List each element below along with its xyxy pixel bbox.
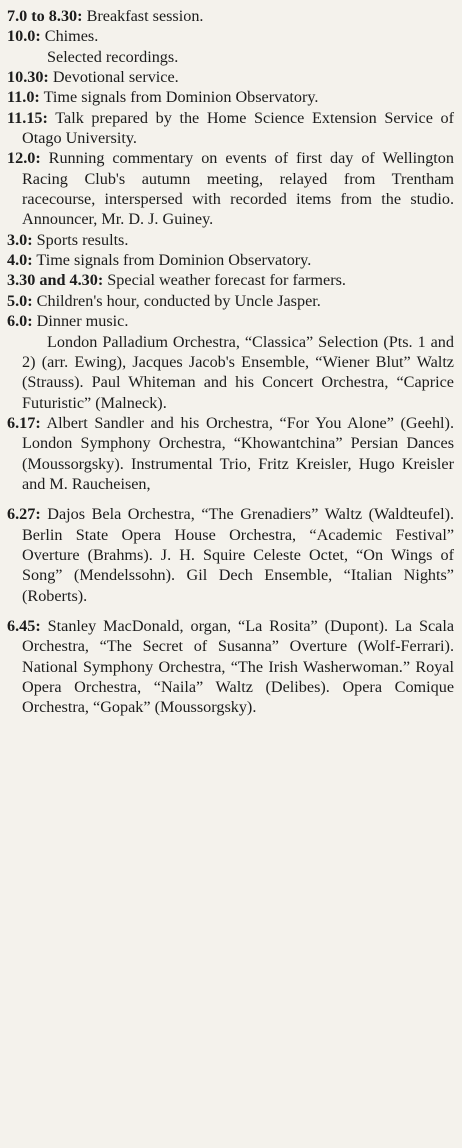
entry-text: Albert Sandler and his Orchestra, “For You Alone” (Geehl). London Symphony Orchestra, “Khowantchina” Persian Dances (Moussorgsky). Instrumental Trio, Fritz Kreisler, Hugo Kreisler and M. Raucheisen, [22,413,454,493]
programme-entry [7,148,454,229]
entry-time: 6.0: [7,312,33,331]
entry-time: 3.0: [7,230,33,249]
entry-time: 12.0: [7,149,41,168]
programme-entry [7,291,454,311]
entry-time: 10.0: [7,27,41,46]
entry-text: Dajos Bela Orchestra, “The Grenadiers” Waltz (Waldteufel). Berlin State Opera House Orchestra, “Academic Festival” Overture (Brahms). J. H. Squire Celeste Octet, “On Wings of Song” (Mendelssohn). Gil Dech Ensemble, “Italian Nights” (Roberts). [22,505,455,605]
entry-time: 10.30: [7,68,49,87]
entry-text: Talk prepared by the Home Science Extension Service of Otago University. [22,108,454,148]
programme-entry [7,311,454,331]
programme-entry [7,108,454,149]
programme-entry [7,230,454,250]
entry-text: Running commentary on events of first day of Wellington Racing Club's autumn meeting, relayed from Trentham racecourse, interspersed with recorded items from the studio. Announcer, Mr. D. J. Guiney. [22,149,454,229]
entry-text: Dinner music. [36,312,129,331]
entry-time: 6.17: [7,413,41,432]
entry-text: Time signals from Dominion Observatory. [36,251,312,270]
programme-entry [7,26,454,46]
entry-text: Time signals from Dominion Observatory. [43,88,319,107]
programme-entry [7,270,454,290]
entry-time: 6.27: [7,505,41,524]
entry-time: 5.0: [7,291,33,310]
programme-entry [7,6,454,26]
entry-text: Special weather forecast for farmers. [107,271,346,290]
programme-entry [7,504,454,606]
entry-time: 6.45: [7,616,41,635]
programme-entry [7,250,454,270]
entry-time: 4.0: [7,251,33,270]
entry-text: Children's hour, conducted by Uncle Jasper. [36,291,321,310]
programme-entry [7,67,454,87]
programme-entry [7,87,454,107]
entry-subtext: London Palladium Orchestra, “Classica” Selection (Pts. 1 and 2) (arr. Ewing), Jacques Jacob's Ensemble, “Wiener Blut” Waltz (Strauss). Paul Whiteman and his Concert Orchestra, “Caprice Futuristic” (Malneck). [22,332,454,412]
entry-time: 3.30 and 4.30: [7,271,104,290]
entry-time: 11.15: [7,108,48,127]
entry-text: Devotional service. [52,68,179,87]
entry-time: 11.0: [7,88,40,107]
entry-text: Breakfast session. [86,7,204,25]
entry-subtext: Selected recordings. [47,47,179,66]
entry-time: 7.0 to 8.30: [7,7,83,25]
entry-text: Stanley MacDonald, organ, “La Rosita” (Dupont). La Scala Orchestra, “The Secret of Susanna” Overture (Wolf-Ferrari). National Symphony Orchestra, “The Irish Washerwoman.” Royal Opera Orchestra, “Naila” Waltz (Delibes). Opera Comique Orchestra, “Gopak” (Moussorgsky). [22,616,454,717]
entry-text: Chimes. [44,27,99,46]
programme-entry [7,616,454,718]
entry-text: Sports results. [36,230,129,249]
programme-entry [7,413,454,494]
